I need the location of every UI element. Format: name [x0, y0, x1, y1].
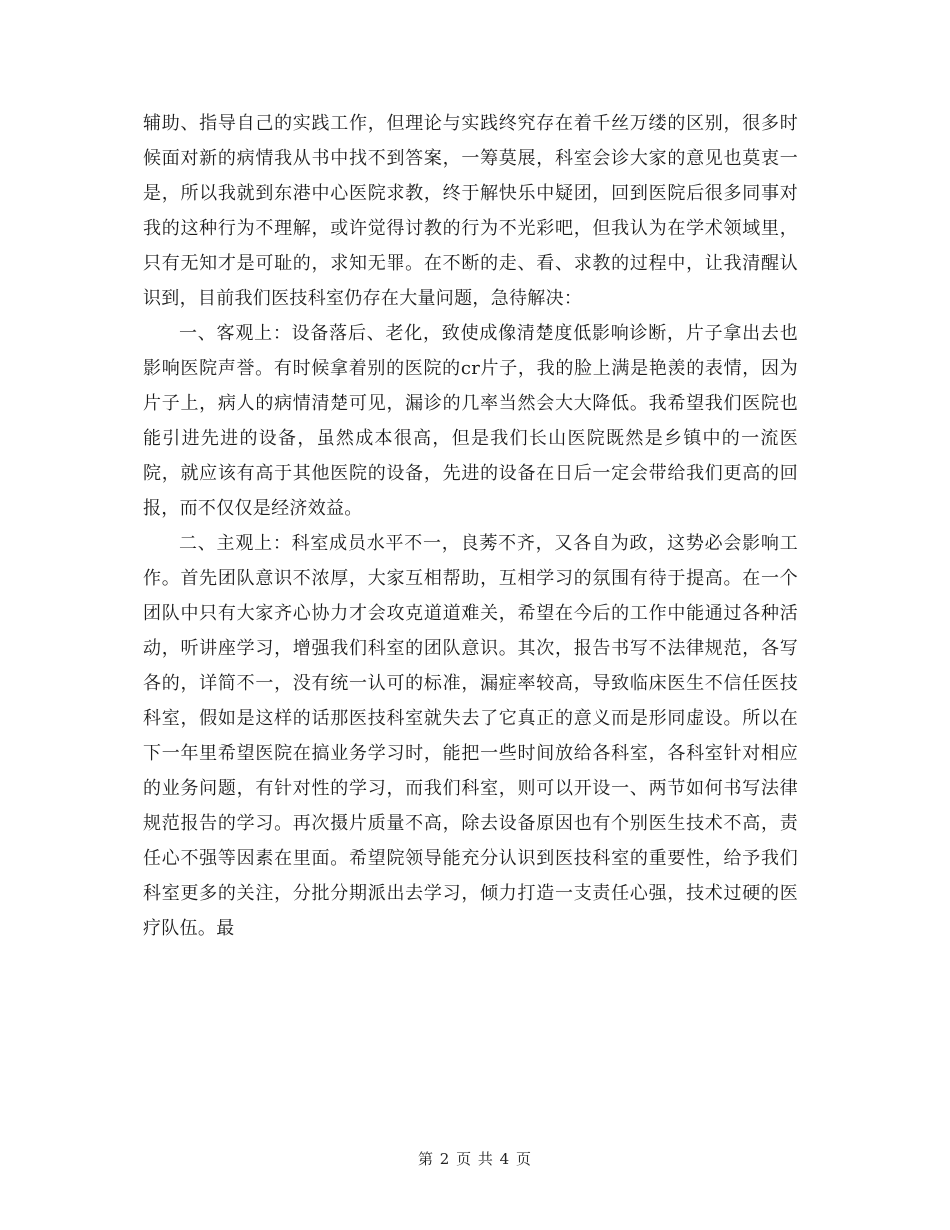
page-number-footer: 第 2 页 共 4 页 [418, 1150, 532, 1168]
paragraph-subjective: 二、主观上：科室成员水平不一，良莠不齐，又各自为政，这势必会影响工作。首先团队意识不浓厚，大家互相帮助，互相学习的氛围有待于提高。在一个团队中只有大家齐心协力才会攻克道道难关，希望在今后的工作中能通过各种活动，听讲座学习，增强我们科室的团队意识。其次，报告书写不法律规范，各写各的，详简不一，没有统一认可的标准，漏症率较高，导致临床医生不信任医技科室，假如是这样的话那医技科室就失去了它真正的意义而是形同虚设。所以在下一年里希望医院在搞业务学习时，能把一些时间放给各科室，各科室针对相应的业务问题，有针对性的学习，而我们科室，则可以开设一、两节如何书写法律规范报告的学习。再次摄片质量不高，除去设备原因也有个别医生技术不高，责任心不强等因素在里面。希望院领导能充分认识到医技科室的重要性，给予我们科室更多的关注，分批分期派出去学习，倾力打造一支责任心强，技术过硬的医疗队伍。最 [143, 533, 798, 939]
paragraph-continuation: 辅助、指导自己的实践工作，但理论与实践终究存在着千丝万缕的区别，很多时候面对新的病情我从书中找不到答案，一筹莫展，科室会诊大家的意见也莫衷一是，所以我就到东港中心医院求教，终于解快乐中疑团，回到医院后很多同事对我的这种行为不理解，或许觉得讨教的行为不光彩吧，但我认为在学术领域里，只有无知才是可耻的，求知无罪。在不断的走、看、求教的过程中，让我清醒认识到，目前我们医技科室仍存在大量问题，急待解决： [143, 113, 798, 309]
document-body [143, 106, 798, 946]
paragraph-objective: 一、客观上：设备落后、老化，致使成像清楚度低影响诊断，片子拿出去也影响医院声誉。有时候拿着别的医院的cr片子，我的脸上满是艳羡的表情，因为片子上，病人的病情清楚可见，漏诊的几率当然会大大降低。我希望我们医院也能引进先进的设备，虽然成本很高，但是我们长山医院既然是乡镇中的一流医院，就应该有高于其他医院的设备，先进的设备在日后一定会带给我们更高的回报，而不仅仅是经济效益。 [143, 323, 798, 519]
